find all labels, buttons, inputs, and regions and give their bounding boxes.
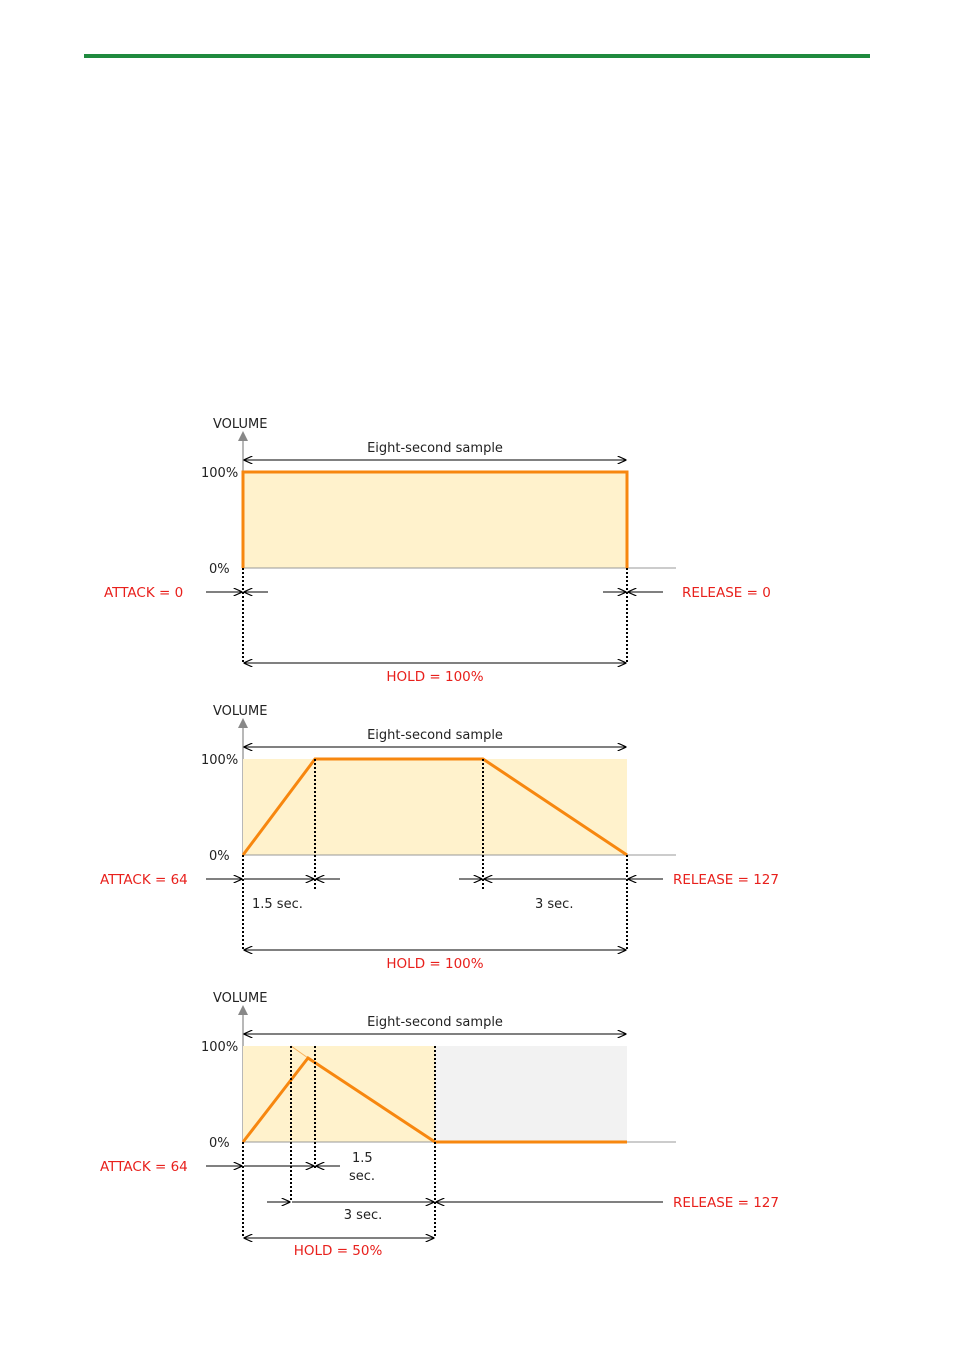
- sample-label: Eight-second sample: [367, 1015, 503, 1030]
- sample-label: Eight-second sample: [367, 441, 503, 456]
- y-label-0: 0%: [209, 562, 230, 577]
- diagram-2: [100, 704, 779, 972]
- volume-label: VOLUME: [213, 417, 268, 432]
- sample-area-played: [243, 1046, 435, 1142]
- sample-area: [243, 472, 627, 568]
- diagram-1: [104, 417, 771, 685]
- diagram-3: [100, 991, 779, 1259]
- attack-label: ATTACK = 0: [104, 585, 184, 601]
- sample-label: Eight-second sample: [367, 728, 503, 743]
- y-label-100: 100%: [201, 1040, 239, 1055]
- y-label-100: 100%: [201, 466, 239, 481]
- release-time-label: 3 sec.: [535, 897, 574, 912]
- attack-label: ATTACK = 64: [100, 872, 188, 888]
- volume-label: VOLUME: [213, 991, 268, 1006]
- y-label-0: 0%: [209, 849, 230, 864]
- attack-time-label: 1.5 sec.: [252, 897, 303, 912]
- hold-label: HOLD = 100%: [386, 669, 484, 685]
- attack-time-line1: 1.5: [352, 1151, 373, 1166]
- y-label-0: 0%: [209, 1136, 230, 1151]
- sample-area-cut: [435, 1046, 627, 1142]
- release-label: RELEASE = 0: [682, 585, 771, 601]
- attack-label: ATTACK = 64: [100, 1159, 188, 1175]
- sample-area: [243, 759, 627, 855]
- hold-label: HOLD = 50%: [293, 1243, 383, 1259]
- y-label-100: 100%: [201, 753, 239, 768]
- attack-time-line2: sec.: [349, 1169, 376, 1184]
- volume-label: VOLUME: [213, 704, 268, 719]
- release-label: RELEASE = 127: [673, 1195, 779, 1211]
- release-label: RELEASE = 127: [673, 872, 779, 888]
- release-time-label: 3 sec.: [343, 1208, 383, 1223]
- hold-label: HOLD = 100%: [386, 956, 484, 972]
